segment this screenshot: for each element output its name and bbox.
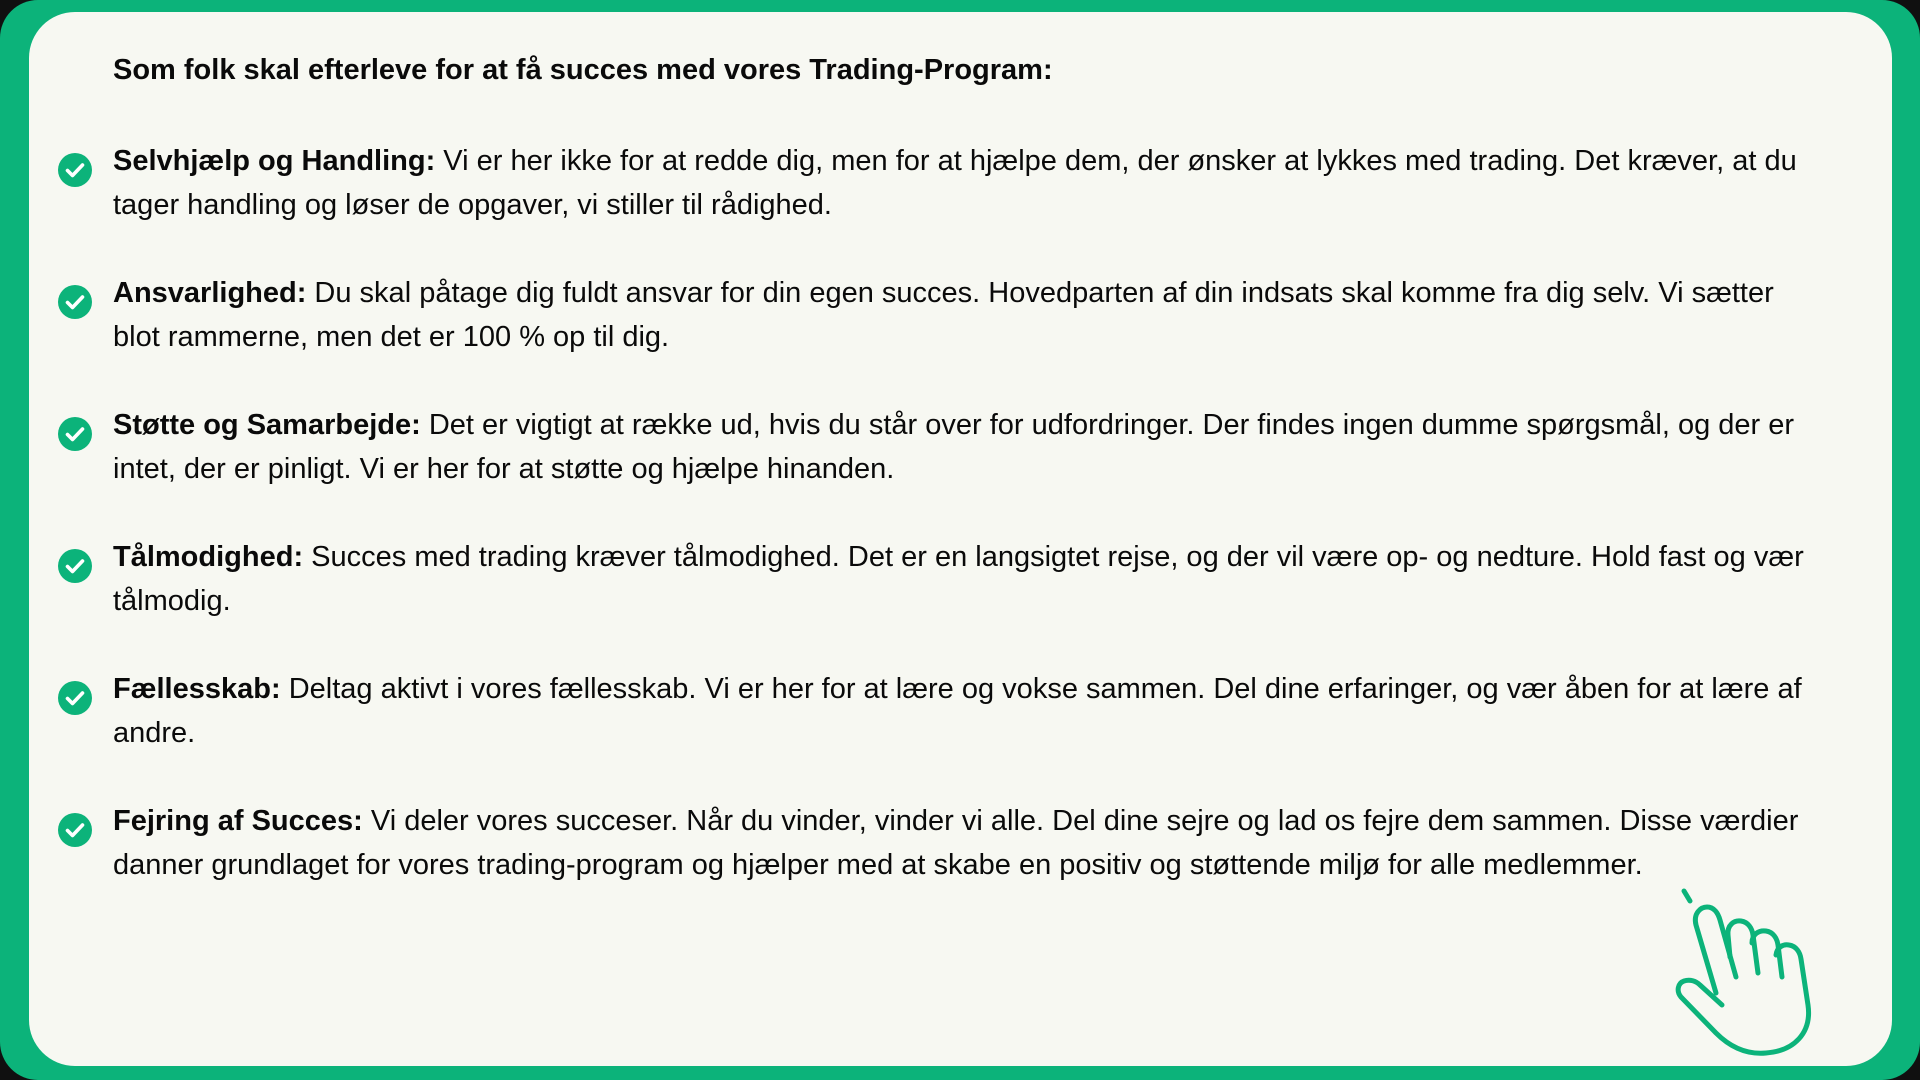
list-item-description: Vi er her ikke for at redde dig, men for at hjælpe dem, der ønsker at lykkes med trading. Det kræver, at du tager handling og løser de opgaver, vi stiller til rådighed. [113,145,1797,221]
list-item-label: Tålmodighed: [113,541,304,573]
list-item-text [113,271,1813,359]
check-circle-icon [58,417,92,451]
check-circle-icon [58,153,92,187]
list-item-label: Støtte og Samarbejde: [113,409,421,441]
list-item-text [113,667,1813,755]
check-circle-icon [58,285,92,319]
list-item-label: Fællesskab: [113,673,281,705]
check-circle-icon [58,813,92,847]
list-item-label: Selvhjælp og Handling: [113,145,436,177]
list-item-text [113,139,1813,227]
list-item-text [113,799,1813,887]
list-item-description: Du skal påtage dig fuldt ansvar for din egen succes. Hovedparten af din indsats skal komme fra dig selv. Vi sætter blot rammerne, men det er 100 % op til dig. [113,277,1774,353]
list-item-label: Ansvarlighed: [113,277,307,309]
list-item-description: Vi deler vores succeser. Når du vinder, vinder vi alle. Del dine sejre og lad os fejre dem sammen. Disse værdier danner grundlaget for vores trading-program og hjælper med at skabe en positiv og støttende miljø for alle medlemmer. [113,805,1799,881]
list-item-label: Fejring af Succes: [113,805,363,837]
check-circle-icon [58,681,92,715]
page-heading: Som folk skal efterleve for at få succes med vores Trading-Program: [113,54,1053,86]
list-item-text [113,403,1813,491]
hand-pointer-icon [1670,885,1840,1057]
list-item-description: Succes med trading kræver tålmodighed. Det er en langsigtet rejse, og der vil være op- og nedture. Hold fast og vær tålmodig. [113,541,1804,617]
list-item-description: Det er vigtigt at række ud, hvis du står over for udfordringer. Der findes ingen dumme spørgsmål, og der er intet, der er pinligt. Vi er her for at støtte og hjælpe hinanden. [113,409,1795,485]
check-circle-icon [58,549,92,583]
list-item-text [113,535,1813,623]
list-item-description: Deltag aktivt i vores fællesskab. Vi er her for at lære og vokse sammen. Del dine erfaringer, og vær åben for at lære af andre. [113,673,1802,749]
